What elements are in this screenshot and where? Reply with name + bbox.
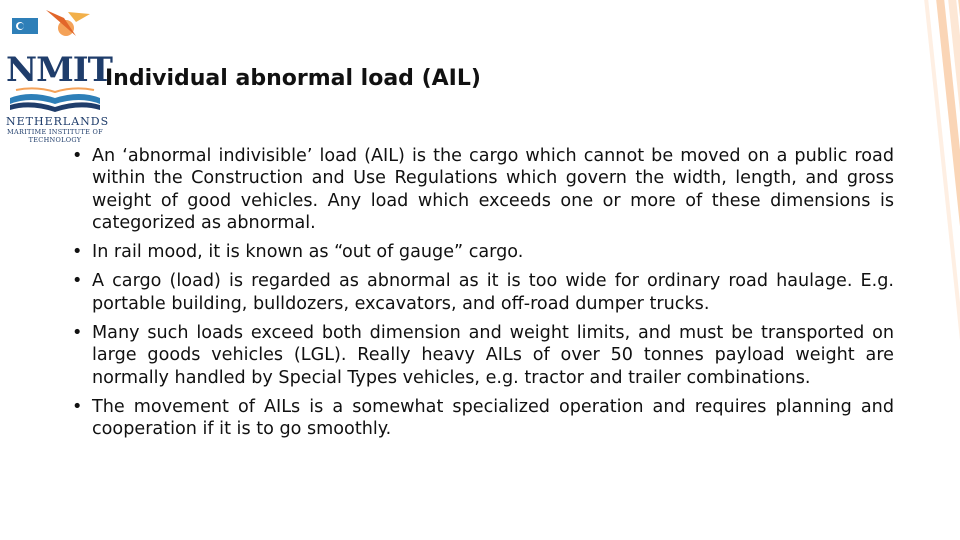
nmit-logo <box>6 6 112 144</box>
slide-title: Individual abnormal load (AIL) <box>105 66 481 91</box>
bullet-list <box>72 145 894 448</box>
bullet-item: • In rail mood, it is known as “out of gauge” cargo. <box>72 241 894 263</box>
logo-tagline: MARITIME INSTITUTE OF TECHNOLOGY <box>7 128 103 144</box>
bullet-item: • The movement of AILs is a somewhat specialized operation and requires planning and cooperation if it is to go smoothly. <box>72 396 894 441</box>
bullet-item: • An ‘abnormal indivisible’ load (AIL) is the cargo which cannot be moved on a public road within the Construction and Use Regulations which govern the width, length, and gross weight of good vehicles. Any load which exceeds one or more of these dimensions is categorized as abnormal. <box>72 145 894 234</box>
logo-subtitle: NETHERLANDS <box>6 115 110 128</box>
bullet-item: • Many such loads exceed both dimension and weight limits, and must be transported on large goods vehicles (LGL). Really heavy AILs of over 50 tonnes payload weight are normally handled by Special Types vehicles, e.g. tractor and trailer combinations. <box>72 322 894 389</box>
bullet-item: • A cargo (load) is regarded as abnormal as it is too wide for ordinary road haulage. E.g. portable building, bulldozers, excavators, and off-road dumper trucks. <box>72 270 894 315</box>
logo-wordmark: NMIT <box>6 50 112 90</box>
